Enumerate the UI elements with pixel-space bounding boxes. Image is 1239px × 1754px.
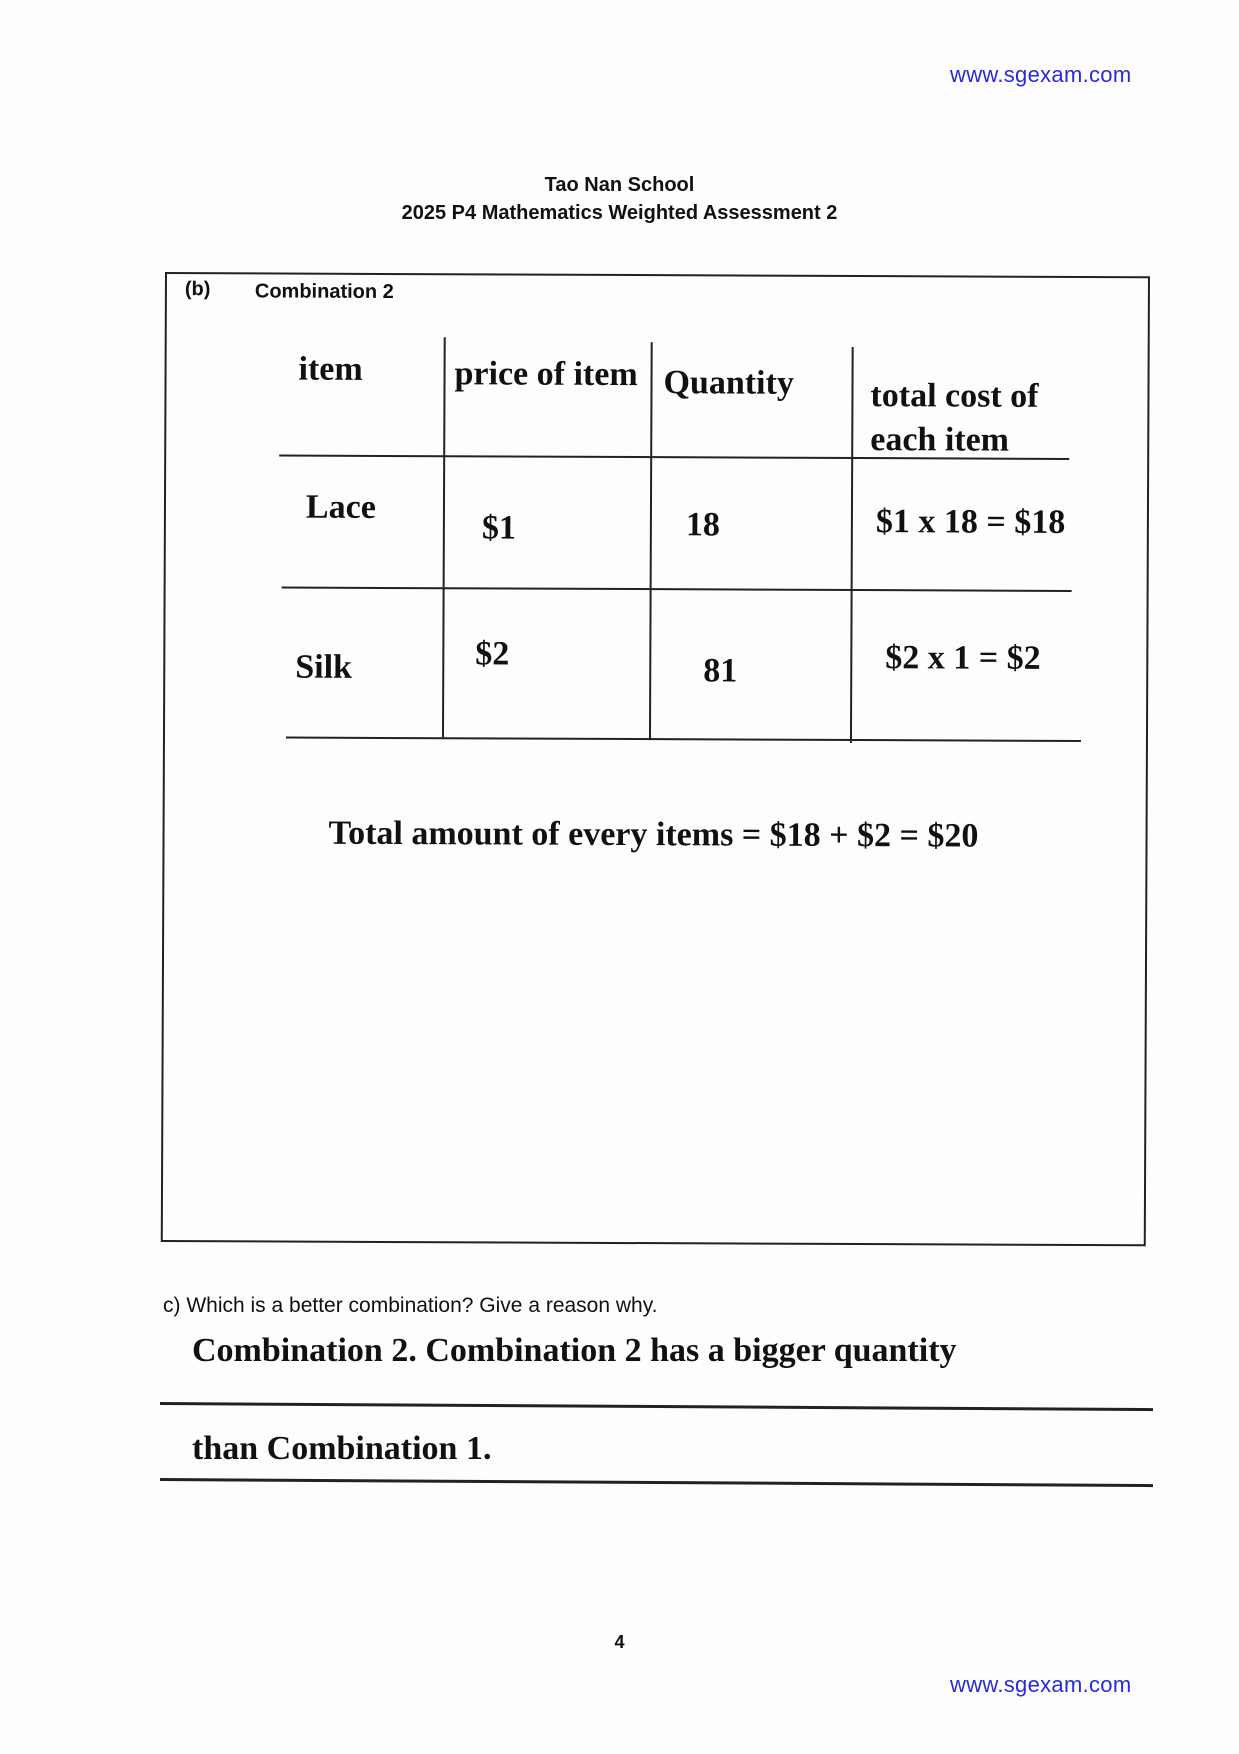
table-rule [282,587,1072,592]
answer-rule [160,1402,1153,1411]
cell-total: $2 x 1 = $2 [885,639,1041,677]
assessment-title: 2025 P4 Mathematics Weighted Assessment 2 [401,202,838,224]
school-name: Tao Nan School [544,174,695,196]
header-price: price of item [454,355,638,394]
cell-quantity: 18 [685,506,720,544]
combination-title: Combination 2 [254,280,394,303]
cell-total: $1 x 18 = $18 [875,503,1066,541]
answer-rule [160,1478,1153,1487]
website-link-bottom[interactable]: www.sgexam.com [950,1672,1132,1697]
question-c: c) Which is a better combination? Give a reason why. [163,1294,658,1317]
header-total-line1: total cost of [870,377,1039,415]
table-divider [442,337,446,737]
cell-item: Lace [305,488,376,526]
header-item: item [298,350,363,388]
table-rule [286,737,1081,742]
total-statement: Total amount of every items = $18 + $2 = $20 [328,814,979,855]
part-b-label: (b) [184,278,211,301]
header-quantity: Quantity [663,364,794,402]
header-total-line2: each item [870,421,1010,459]
website-link-top[interactable]: www.sgexam.com [950,62,1132,87]
cell-quantity: 81 [703,652,738,690]
cell-price: $2 [475,635,510,673]
page-number: 4 [614,1632,625,1652]
answer-box-part-b [161,272,1150,1246]
cell-item: Silk [295,648,353,686]
answer-line-2: than Combination 1. [192,1430,492,1467]
cell-price: $1 [481,509,516,547]
table-divider [850,347,854,743]
answer-line-1: Combination 2. Combination 2 has a bigger quantity [192,1332,957,1369]
table-divider [649,342,653,740]
